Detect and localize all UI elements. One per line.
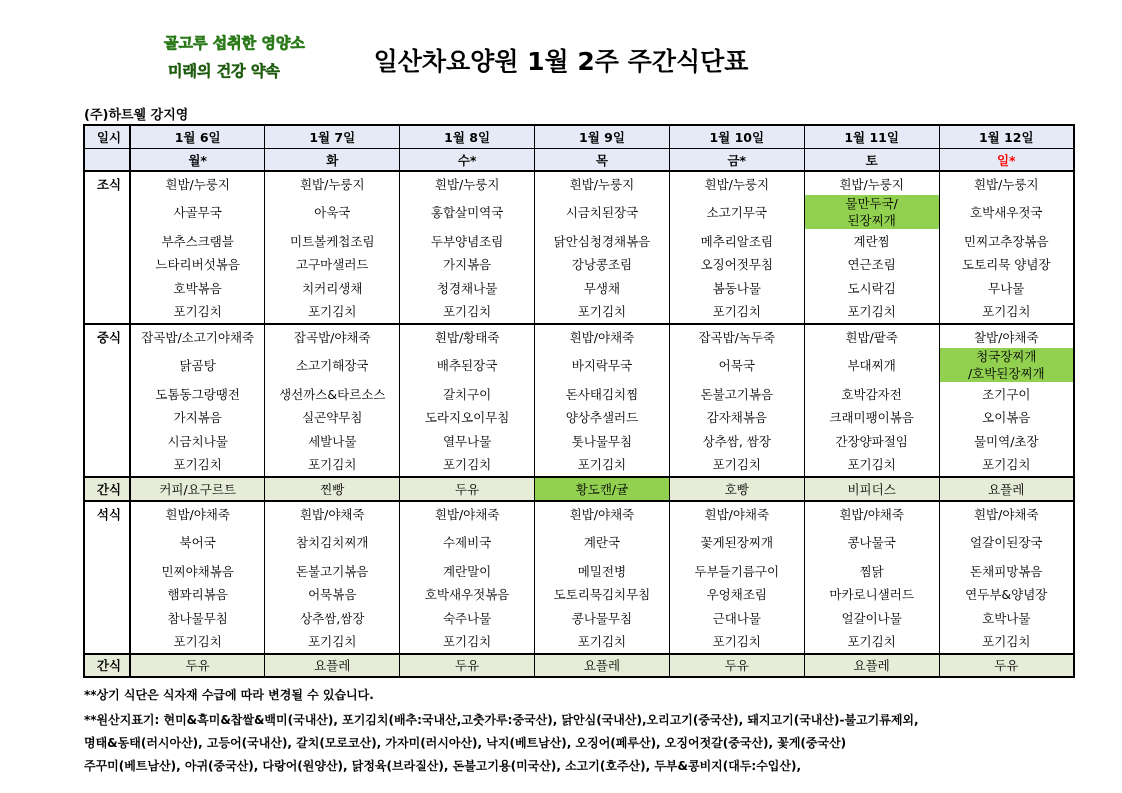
menu-item: 양상추샐러드 [535, 406, 670, 429]
menu-item: 잡곡밥/녹두죽 [669, 324, 804, 348]
weekly-menu-table [83, 124, 1075, 678]
menu-item: 청국장찌개 /호박된장찌개 [939, 348, 1074, 382]
menu-item: 닭안심청경채볶음 [535, 229, 670, 252]
menu-item: 흰밥/야채죽 [400, 501, 535, 525]
meal-label-lunch [84, 429, 130, 452]
menu-item: 계란찜 [804, 229, 939, 252]
menu-item: 닭곰탕 [130, 348, 265, 382]
snack-item: 두유 [400, 654, 535, 677]
menu-item: 호박새우젓볶음 [400, 583, 535, 606]
menu-item: 호박감자전 [804, 382, 939, 405]
menu-item: 아욱국 [265, 195, 400, 229]
menu-item: 포기김치 [804, 629, 939, 653]
note-line: **상기 식단은 식자재 수급에 따라 변경될 수 있습니다. [84, 688, 374, 702]
menu-item: 간장양파절임 [804, 429, 939, 452]
menu-item: 햄꽈리볶음 [130, 583, 265, 606]
menu-item: 흰밥/야채죽 [804, 501, 939, 525]
company-name: (주)하트웰 강지영 [84, 108, 189, 123]
weekday-cell: 토 [804, 149, 939, 172]
notes [84, 684, 919, 778]
menu-item: 열무나물 [400, 429, 535, 452]
date-cell: 1월 9일 [535, 125, 670, 149]
menu-item: 느타리버섯볶음 [130, 253, 265, 276]
menu-item: 포기김치 [939, 300, 1074, 324]
menu-item: 얼갈이된장국 [939, 525, 1074, 559]
menu-item: 찰밥/야채죽 [939, 324, 1074, 348]
logo-line2: 미래의 건강 약속 [168, 62, 280, 80]
menu-item: 마카로니샐러드 [804, 583, 939, 606]
menu-item: 갈치구이 [400, 382, 535, 405]
menu-item: 민찌야채볶음 [130, 559, 265, 582]
menu-item: 톳나물무침 [535, 429, 670, 452]
meal-label-lunch [84, 453, 130, 477]
date-cell: 1월 8일 [400, 125, 535, 149]
menu-item: 도토리묵김치무침 [535, 583, 670, 606]
menu-item: 잡곡밥/소고기야채죽 [130, 324, 265, 348]
menu-item: 포기김치 [400, 629, 535, 653]
menu-item: 숙주나물 [400, 606, 535, 629]
menu-item: 우엉채조림 [669, 583, 804, 606]
weekday-cell: 수* [400, 149, 535, 172]
meal-label-dinner [84, 583, 130, 606]
meal-label-lunch [84, 348, 130, 382]
menu-item: 바지락무국 [535, 348, 670, 382]
meal-label-breakfast [84, 276, 130, 299]
note-line: **원산지표기: 현미&흑미&찹쌀&백미(국내산), 포기김치(배추:국내산,고춧가루:중국산), 닭안심(국내산),오리고기(중국산), 돼지고기(국내산)-불고기류제외, [84, 713, 919, 727]
menu-item: 도토리묵 양념장 [939, 253, 1074, 276]
menu-item: 생선까스&타르소스 [265, 382, 400, 405]
menu-item: 고구마샐러드 [265, 253, 400, 276]
menu-item: 포기김치 [130, 629, 265, 653]
menu-item: 호박볶음 [130, 276, 265, 299]
menu-item: 포기김치 [939, 453, 1074, 477]
meal-label-lunch: 중식 [84, 324, 130, 348]
menu-item: 봄동나물 [669, 276, 804, 299]
menu-item: 부대찌개 [804, 348, 939, 382]
menu-item: 호박새우젓국 [939, 195, 1074, 229]
menu-item: 포기김치 [400, 453, 535, 477]
menu-item: 흰밥/야채죽 [535, 501, 670, 525]
menu-item: 콩나물무침 [535, 606, 670, 629]
header-label-blank [84, 149, 130, 172]
menu-item: 돈불고기볶음 [265, 559, 400, 582]
menu-item: 오이볶음 [939, 406, 1074, 429]
snack-item: 비피더스 [804, 477, 939, 501]
meal-label-breakfast [84, 195, 130, 229]
menu-item: 흰밥/누룽지 [265, 171, 400, 195]
menu-item: 시금치나물 [130, 429, 265, 452]
menu-item: 계란말이 [400, 559, 535, 582]
meal-label-dinner [84, 525, 130, 559]
menu-item: 포기김치 [400, 300, 535, 324]
snack-item: 호빵 [669, 477, 804, 501]
snack-item: 요플레 [939, 477, 1074, 501]
menu-item: 소고기해장국 [265, 348, 400, 382]
menu-item: 흰밥/누룽지 [939, 171, 1074, 195]
menu-item: 흰밥/누룽지 [400, 171, 535, 195]
menu-item: 강낭콩조림 [535, 253, 670, 276]
snack-item: 두유 [400, 477, 535, 501]
menu-item: 상추쌈,쌈장 [265, 606, 400, 629]
menu-item: 흰밥/누룽지 [804, 171, 939, 195]
menu-item: 사골무국 [130, 195, 265, 229]
menu-item: 포기김치 [669, 629, 804, 653]
menu-item: 흰밥/황태죽 [400, 324, 535, 348]
snack-item: 두유 [939, 654, 1074, 677]
menu-item: 참치김치찌개 [265, 525, 400, 559]
meal-label-dinner [84, 606, 130, 629]
menu-item: 도시락김 [804, 276, 939, 299]
menu-item: 흰밥/누룽지 [130, 171, 265, 195]
menu-item: 민찌고추장볶음 [939, 229, 1074, 252]
note-line: 주꾸미(베트남산), 아귀(중국산), 다랑어(원양산), 닭정육(브라질산), 돈불고기용(미국산), 소고기(호주산), 두부&콩비지(대두:수입산), [84, 759, 802, 773]
meal-label-lunch [84, 406, 130, 429]
meal-label-breakfast [84, 300, 130, 324]
menu-item: 포기김치 [939, 629, 1074, 653]
menu-item: 물만두국/ 된장찌개 [804, 195, 939, 229]
snack-item: 커피/요구르트 [130, 477, 265, 501]
menu-item: 미트볼케첩조림 [265, 229, 400, 252]
menu-item: 포기김치 [535, 300, 670, 324]
snack-label: 간식 [84, 654, 130, 677]
menu-item: 꽃게된장찌개 [669, 525, 804, 559]
menu-item: 찜닭 [804, 559, 939, 582]
menu-item: 포기김치 [130, 300, 265, 324]
menu-item: 오징어젓무침 [669, 253, 804, 276]
menu-item: 연두부&양념장 [939, 583, 1074, 606]
menu-item: 어묵볶음 [265, 583, 400, 606]
note-line: 명태&동태(러시아산), 고등어(국내산), 갈치(모로코산), 가자미(러시아산), 낙지(베트남산), 오징어(페루산), 오징어젓갈(중국산), 꽃게(중국산) [84, 736, 847, 750]
menu-item: 북어국 [130, 525, 265, 559]
meal-label-dinner: 석식 [84, 501, 130, 525]
menu-item: 조기구이 [939, 382, 1074, 405]
meal-label-lunch [84, 382, 130, 405]
snack-item: 요플레 [804, 654, 939, 677]
menu-item: 흰밥/누룽지 [669, 171, 804, 195]
menu-item: 메추리알조림 [669, 229, 804, 252]
menu-item: 포기김치 [804, 453, 939, 477]
menu-item: 청경채나물 [400, 276, 535, 299]
menu-item: 소고기무국 [669, 195, 804, 229]
menu-item: 돈불고기볶음 [669, 382, 804, 405]
menu-item: 실곤약무침 [265, 406, 400, 429]
menu-item: 크래미팽이볶음 [804, 406, 939, 429]
menu-item: 수제비국 [400, 525, 535, 559]
menu-item: 감자채볶음 [669, 406, 804, 429]
snack-item: 두유 [130, 654, 265, 677]
menu-item: 포기김치 [669, 453, 804, 477]
menu-item: 흰밥/야채죽 [669, 501, 804, 525]
menu-item: 무생채 [535, 276, 670, 299]
menu-item: 콩나물국 [804, 525, 939, 559]
weekday-cell: 일* [939, 149, 1074, 172]
weekday-cell: 목 [535, 149, 670, 172]
snack-item: 두유 [669, 654, 804, 677]
menu-item: 포기김치 [535, 453, 670, 477]
snack-item: 황도캔/귤 [535, 477, 670, 501]
date-cell: 1월 12일 [939, 125, 1074, 149]
menu-item: 가지볶음 [400, 253, 535, 276]
snack-item: 요플레 [265, 654, 400, 677]
menu-item: 두부들기름구이 [669, 559, 804, 582]
menu-item: 흰밥/팥죽 [804, 324, 939, 348]
snack-label: 간식 [84, 477, 130, 501]
menu-item: 무나물 [939, 276, 1074, 299]
menu-item: 참나물무침 [130, 606, 265, 629]
menu-item: 도라지오이무침 [400, 406, 535, 429]
menu-item: 배추된장국 [400, 348, 535, 382]
menu-item: 포기김치 [669, 300, 804, 324]
menu-item: 물미역/초장 [939, 429, 1074, 452]
date-cell: 1월 10일 [669, 125, 804, 149]
header-label: 일시 [84, 125, 130, 149]
menu-item: 포기김치 [265, 453, 400, 477]
menu-item: 흰밥/야채죽 [939, 501, 1074, 525]
menu-item: 포기김치 [535, 629, 670, 653]
menu-item: 연근조림 [804, 253, 939, 276]
menu-item: 메밀전병 [535, 559, 670, 582]
menu-item: 세발나물 [265, 429, 400, 452]
snack-item: 요플레 [535, 654, 670, 677]
meal-label-breakfast [84, 253, 130, 276]
menu-item: 돈사태김치찜 [535, 382, 670, 405]
menu-item: 치커리생채 [265, 276, 400, 299]
menu-item: 포기김치 [265, 300, 400, 324]
menu-item: 시금치된장국 [535, 195, 670, 229]
date-cell: 1월 7일 [265, 125, 400, 149]
menu-item: 돈채피망볶음 [939, 559, 1074, 582]
weekday-cell: 월* [130, 149, 265, 172]
weekday-cell: 화 [265, 149, 400, 172]
meal-label-breakfast [84, 229, 130, 252]
menu-item: 포기김치 [130, 453, 265, 477]
menu-item: 홍합살미역국 [400, 195, 535, 229]
menu-item: 도톰동그랑땡전 [130, 382, 265, 405]
weekday-cell: 금* [669, 149, 804, 172]
date-cell: 1월 11일 [804, 125, 939, 149]
meal-label-dinner [84, 559, 130, 582]
date-cell: 1월 6일 [130, 125, 265, 149]
snack-item: 찐빵 [265, 477, 400, 501]
meal-label-dinner [84, 629, 130, 653]
menu-item: 상추쌈, 쌈장 [669, 429, 804, 452]
menu-item: 얼갈이나물 [804, 606, 939, 629]
logo-line1: 골고루 섭취한 영양소 [164, 34, 305, 52]
page-title: 일산차요양원 1월 2주 주간식단표 [373, 47, 749, 76]
menu-item: 흰밥/야채죽 [265, 501, 400, 525]
menu-item: 두부양념조림 [400, 229, 535, 252]
menu-item: 흰밥/야채죽 [130, 501, 265, 525]
menu-item: 가지볶음 [130, 406, 265, 429]
menu-item: 포기김치 [265, 629, 400, 653]
menu-item: 계란국 [535, 525, 670, 559]
meal-label-breakfast: 조식 [84, 171, 130, 195]
menu-item: 근대나물 [669, 606, 804, 629]
menu-item: 흰밥/야채죽 [535, 324, 670, 348]
menu-item: 포기김치 [804, 300, 939, 324]
menu-item: 잡곡밥/야채죽 [265, 324, 400, 348]
menu-item: 호박나물 [939, 606, 1074, 629]
menu-item: 어묵국 [669, 348, 804, 382]
menu-item: 흰밥/누룽지 [535, 171, 670, 195]
menu-item: 부추스크램블 [130, 229, 265, 252]
